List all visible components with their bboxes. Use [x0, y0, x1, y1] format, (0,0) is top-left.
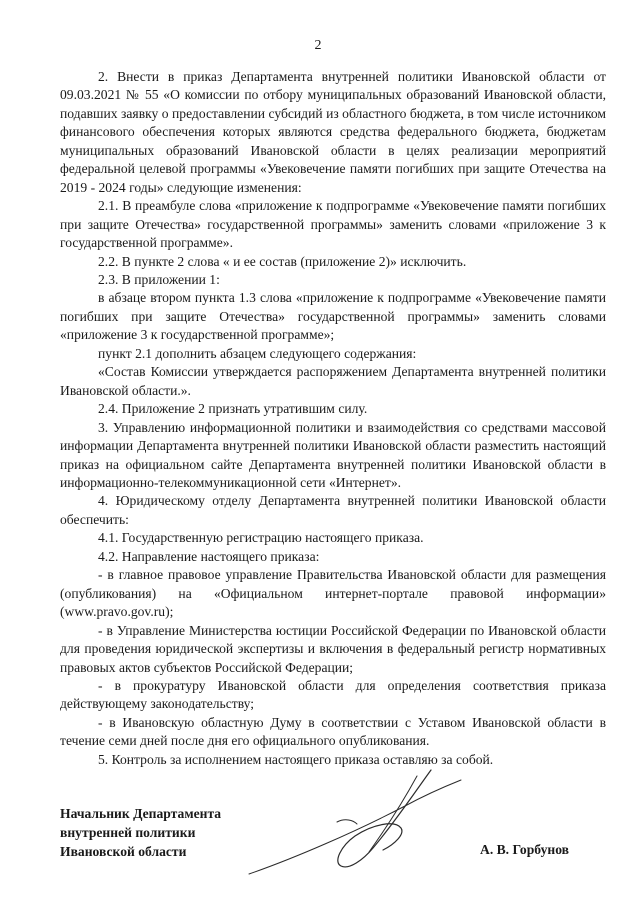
paragraph-4-2-d: - в Ивановскую областную Думу в соответствии с Уставом Ивановской области в течение семи дней после дня его официального опубликования. — [60, 714, 606, 749]
paragraph-2: 2. Внести в приказ Департамента внутренней политики Ивановской области от 09.03.2021 № 55 «О комиссии по отбору муниципальных образований Ивановской области, подавших заявку о предоставлении субсидий из областного бюджета, в том числе источником финансового обеспечения которых являются средства федерального бюджета, бюджетам муниципальных образований Ивановской области в целях реализации мероприятий федеральной целевой программы «Увековечение памяти погибших при защите Отечества на 2019 - 2024 годы» следующие изменения: — [60, 69, 606, 195]
paragraph-4-2-a: - в главное правовое управление Правительства Ивановской области для размещения (опубликования) на «Официальном интернет-портале правовой информации» (www.pravo.gov.ru); — [60, 567, 606, 620]
signer-position-line: Ивановской области — [60, 844, 187, 859]
paragraph-2-3-b: пункт 2.1 дополнить абзацем следующего содержания: — [98, 345, 417, 361]
paragraph-3: 3. Управлению информационной политики и взаимодействия со средствами массовой информации Департамента внутренней политики Ивановской области разместить настоящий приказ на официальном сайте Департамента внутренней политики Ивановской области в информационно-телекоммуникационной сети «Интернет». — [60, 419, 606, 490]
handwritten-signature — [245, 762, 465, 882]
paragraph-5: 5. Контроль за исполнением настоящего приказа оставляю за собой. — [98, 751, 494, 767]
paragraph-2-1: 2.1. В преамбуле слова «приложение к подпрограмме «Увековечение памяти погибших при защите Отечества» государственной программы» заменить словами «приложение 3 к государственной программе». — [60, 198, 606, 251]
signer-position — [60, 804, 221, 861]
paragraph-2-3-c: «Состав Комиссии утверждается распоряжением Департамента внутренней политики Ивановской области.». — [60, 364, 606, 398]
signer-position-line: Начальник Департамента — [60, 806, 222, 821]
document-body — [60, 68, 606, 769]
paragraph-4: 4. Юридическому отделу Департамента внутренней политики Ивановской области обеспечить: — [60, 493, 606, 527]
paragraph-2-2: 2.2. В пункте 2 слова « и ее состав (приложение 2)» исключить. — [98, 253, 467, 269]
signer-position-line: внутренней политики — [60, 825, 196, 840]
signer-name: А. В. Горбунов — [480, 842, 569, 857]
paragraph-2-3: 2.3. В приложении 1: — [98, 271, 220, 287]
paragraph-4-2-c: - в прокуратуру Ивановской области для определения соответствия приказа действующему законодательству; — [60, 677, 606, 712]
paragraph-2-4: 2.4. Приложение 2 признать утратившим силу. — [98, 401, 368, 417]
paragraph-4-1: 4.1. Государственную регистрацию настоящего приказа. — [98, 530, 424, 546]
paragraph-4-2-b: - в Управление Министерства юстиции Российской Федерации по Ивановской области для проведения юридической экспертизы и включения в федеральный регистр нормативных правовых актов субъектов Российской Федерации; — [60, 622, 606, 675]
paragraph-4-2: 4.2. Направление настоящего приказа: — [98, 548, 320, 564]
paragraph-2-3-a: в абзаце втором пункта 1.3 слова «приложение к подпрограмме «Увековечение памяти погибших при защите Отечества» государственной программы» заменить словами «приложение 3 к государственной программе»; — [60, 290, 606, 343]
page-number: 2 — [314, 38, 322, 53]
